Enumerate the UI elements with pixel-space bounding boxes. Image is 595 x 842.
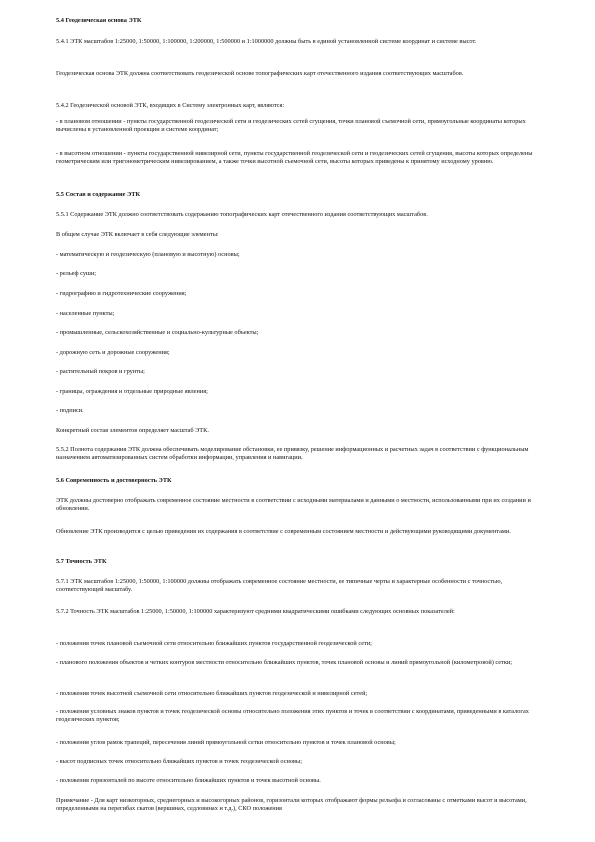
list-item: - высот подписных точек относительно ближайших пунктов и точек геодезической основы; xyxy=(56,758,302,765)
list-item: - рельеф суши; xyxy=(56,270,96,277)
list-item: - положения горизонталей по высоте относительно ближайших пунктов и точек высотной основы. xyxy=(56,777,321,784)
paragraph: Геодезическая основа ЭТК должна соответствовать геодезической основе топографических карт отечественного издания соответствующих масштабов. xyxy=(56,70,464,77)
paragraph-5-4-2: 5.4.2 Геодезической основой ЭТК, входящих в Систему электронных карт, являются: xyxy=(56,102,285,109)
paragraph: Обновление ЭТК производится с целью приведения их содержания в соответствие с современным состоянием местности и действующими руководящими документами. xyxy=(56,528,511,535)
paragraph: ЭТК должны достоверно отображать современное состояние местности в соответствии с исходными материалами и данными о местности, использованными при их создании и обновлении. xyxy=(56,497,531,513)
list-item: - населенные пункты; xyxy=(56,310,115,317)
list-item: - положения точек высотной съемочной сети относительно ближайших пунктов геодезической и нивелирной сетей; xyxy=(56,690,368,697)
list-item: - в высотном отношении - пункты государственной нивелирной сети, пункты государственной геодезической сети и геодезических сетей сгущения, высоты которых определены геометрическим или тригонометрическим нивелированием, а также точки высотной съемочной сети, высоты которых приведены к принятому исходному уровню. xyxy=(56,150,533,166)
list-item: - положения точек плановой съемочной сети относительно ближайших пунктов государственной геодезической сети; xyxy=(56,640,372,647)
paragraph-5-5-2: 5.5.2 Полнота содержания ЭТК должна обеспечивать моделирование обстановки, ее привязку, решение информационных и расчетных задач в соответствии с функциональным назначением автоматизированных систем обработки информации, управления и навигации. xyxy=(56,446,529,462)
section-heading-5-7: 5.7 Точность ЭТК xyxy=(56,558,107,565)
list-item: - планового положения объектов и четких контуров местности относительно ближайших пунктов, точек плановой основы и линий прямоугольной (километровой) сетки; xyxy=(56,659,513,666)
list-item: - подписи. xyxy=(56,407,84,414)
paragraph: Конкретный состав элементов определяет масштаб ЭТК. xyxy=(56,427,209,434)
paragraph-5-7-1: 5.7.1 ЭТК масштабов 1:25000, 1:50000, 1:100000 должны отображать современное состояние местности, ее типичные черты и характерные особенности с точностью, соответствующей масштабу. xyxy=(56,578,503,594)
list-item: - промышленные, сельскохозяйственные и социально-культурные объекты; xyxy=(56,329,259,336)
note-paragraph: Примечание - Для карт низкогорных, среднегорных и высокогорных районов, горизонтали которых отображают формы рельефа и согласованы с отметками высот и высотами, определенными на перегибах скатов (вершинах, седловинах и т.д.), СКО положения xyxy=(56,797,527,813)
list-item: - положения углов рамок трапеций, пересечения линий прямоугольной сетки относительно пунктов и точек плановой основы; xyxy=(56,739,396,746)
list-item: - в плановом отношении - пункты государственной геодезической сети и геодезических сетей сгущения, точки плановой съемочной сети, прямоугольные координаты которых вычислены в установленной проекции и системе координат; xyxy=(56,118,526,134)
list-item: - гидрографию и гидротехнические сооружения; xyxy=(56,290,187,297)
paragraph-5-7-2: 5.7.2 Точность ЭТК масштабов 1:25000, 1:50000, 1:100000 характеризуют средними квадратическими ошибками следующих основных показателей: xyxy=(56,608,455,615)
list-item: - математическую и геодезическую (плановую и высотную) основы; xyxy=(56,251,240,258)
paragraph-5-5-1: 5.5.1 Содержание ЭТК должно соответствовать содержанию топографических карт отечественного издания соответствующих масштабов. xyxy=(56,211,428,218)
paragraph-5-4-1: 5.4.1 ЭТК масштабов 1:25000, 1:50000, 1:100000, 1:200000, 1:500000 и 1:1000000 должны быть в единой установленной системе координат и системе высот. xyxy=(56,38,477,45)
section-heading-5-6: 5.6 Современность и достоверность ЭТК xyxy=(56,477,172,484)
section-heading-5-5: 5.5 Состав и содержание ЭТК xyxy=(56,191,141,198)
list-item: - границы, ограждения и отдельные природные явления; xyxy=(56,388,208,395)
list-item: - растительный покров и грунты; xyxy=(56,368,145,375)
list-item: - положения условных знаков пунктов и точек геодезической основы относительно положения этих пунктов и точек в соответствии с координатами, приведенными в каталогах геодезических пунктов; xyxy=(56,708,529,724)
section-heading-5-4: 5.4 Геодезическая основа ЭТК xyxy=(56,17,142,24)
list-item: - дорожную сеть и дорожные сооружения; xyxy=(56,349,170,356)
paragraph: В общем случае ЭТК включает в себя следующие элементы: xyxy=(56,231,219,238)
